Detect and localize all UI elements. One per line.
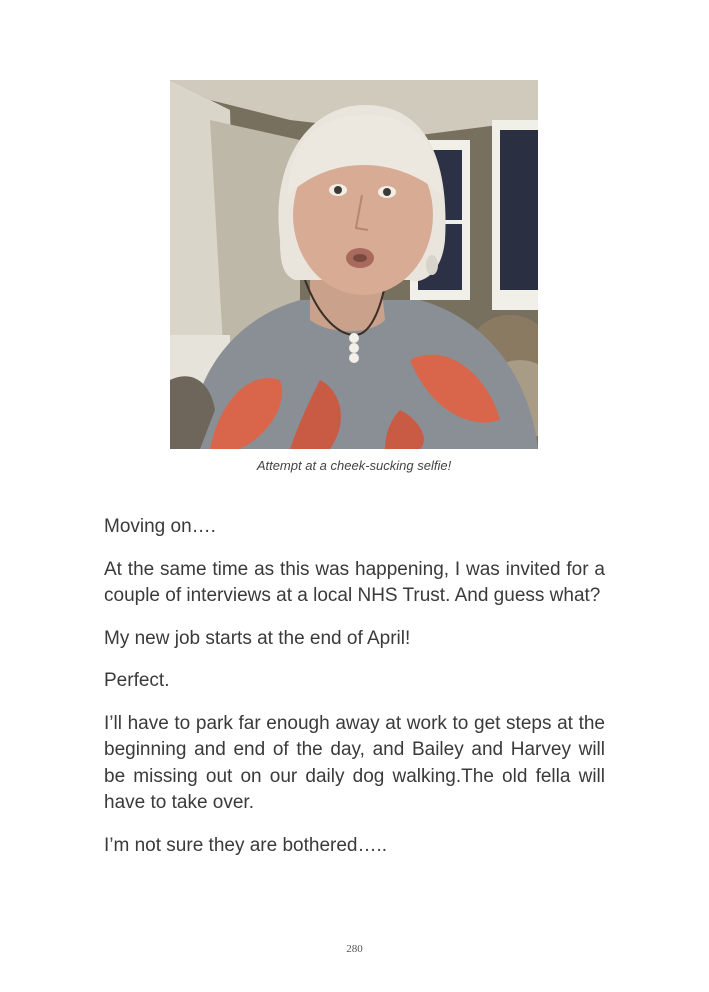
selfie-photo xyxy=(170,80,538,449)
selfie-photo-illustration xyxy=(170,80,538,449)
body-text xyxy=(104,514,605,875)
paragraph-not-bothered: I’m not sure they are bothered….. xyxy=(104,834,388,856)
page-number: 280 xyxy=(346,943,363,955)
paragraph-park-far: I’ll have to park far enough away at work to get steps at the beginning and end of the day, and Bailey and Harvey will be missing out on our daily dog walking.The old fella will have to take over. xyxy=(104,712,605,813)
paragraph-new-job: My new job starts at the end of April! xyxy=(104,627,411,649)
paragraph-interviews: At the same time as this was happening, I was invited for a couple of interviews at a local NHS Trust. And guess what? xyxy=(104,558,605,606)
paragraph-moving-on: Moving on…. xyxy=(104,516,216,537)
paragraph-perfect: Perfect. xyxy=(104,670,170,691)
photo-caption: Attempt at a cheek-sucking selfie! xyxy=(256,458,452,473)
